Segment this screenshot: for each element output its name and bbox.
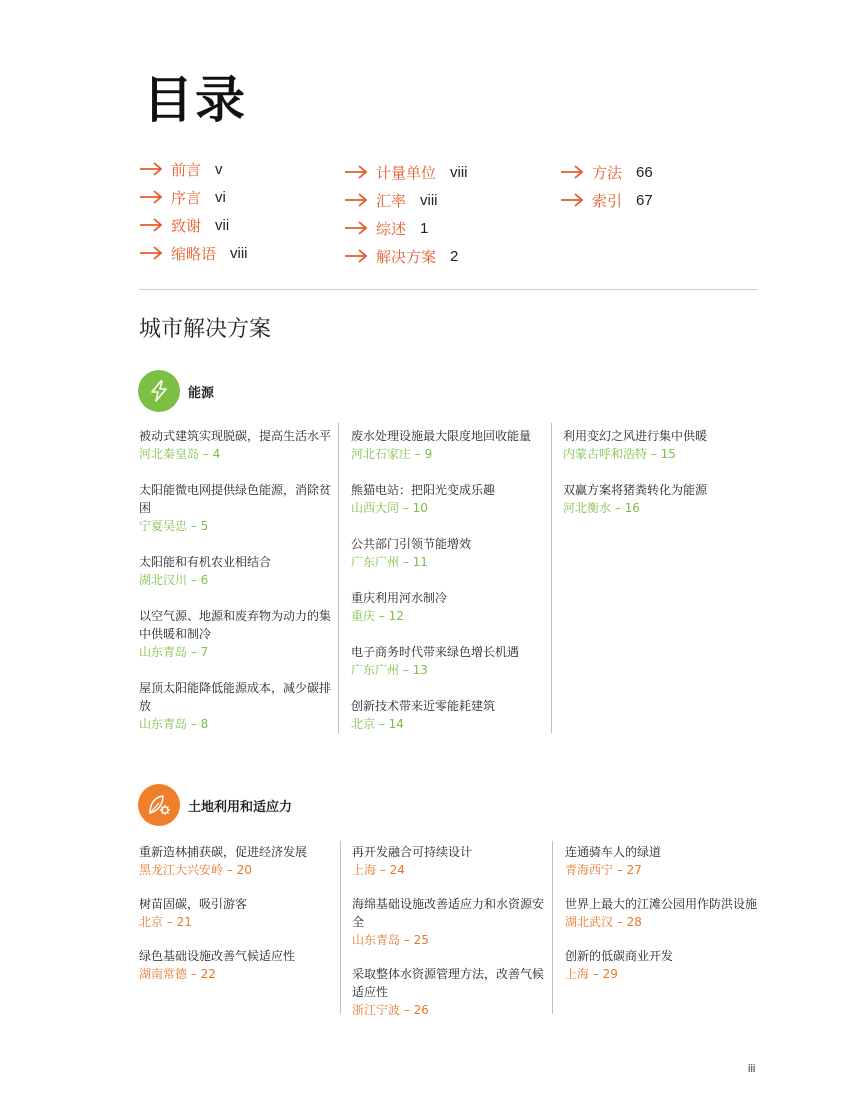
category-title: 土地利用和适应力 bbox=[188, 799, 293, 815]
page-title: 目录 bbox=[143, 71, 247, 129]
solution-title: 连通骑车人的绿道 bbox=[565, 845, 662, 859]
solution-title: 重庆利用河水制冷 bbox=[351, 591, 448, 605]
toc-page-number: 1 bbox=[420, 219, 429, 237]
arrow-right-icon bbox=[560, 165, 584, 179]
solution-title: 采取整体水资源管理方法，改善气候适应性 bbox=[352, 967, 545, 999]
leaf-gear-icon bbox=[138, 784, 180, 826]
toc-page-number: 66 bbox=[636, 163, 653, 181]
solution-title: 熊猫电站：把阳光变成乐趣 bbox=[351, 483, 496, 497]
arrow-right-icon bbox=[344, 249, 368, 263]
solution-location: 湖北汉川 – 6 bbox=[139, 573, 209, 587]
solution-entry[interactable] bbox=[563, 427, 758, 463]
toc-item[interactable] bbox=[139, 183, 248, 211]
solution-title: 电子商务时代带来绿色增长机遇 bbox=[351, 645, 520, 659]
divider bbox=[139, 289, 758, 290]
solution-title: 树苗固碳，吸引游客 bbox=[139, 897, 248, 911]
solution-title: 绿色基础设施改善气候适应性 bbox=[139, 949, 296, 963]
solution-entry[interactable] bbox=[352, 895, 547, 949]
toc-item[interactable] bbox=[139, 239, 248, 267]
land-use-column-1 bbox=[139, 843, 334, 983]
solution-entry[interactable] bbox=[565, 843, 760, 879]
solution-entry[interactable] bbox=[139, 947, 334, 983]
toc-label: 致谢 bbox=[171, 216, 202, 235]
toc-column-1 bbox=[139, 155, 248, 267]
solution-location: 河北秦皇岛 – 4 bbox=[139, 447, 221, 461]
solution-entry[interactable] bbox=[139, 895, 334, 931]
solution-location: 湖北武汉 – 28 bbox=[565, 915, 642, 929]
solution-entry[interactable] bbox=[139, 553, 334, 589]
arrow-right-icon bbox=[344, 193, 368, 207]
toc-item[interactable] bbox=[344, 186, 468, 214]
solution-entry[interactable] bbox=[352, 843, 547, 879]
solution-title: 公共部门引领节能增效 bbox=[351, 537, 472, 551]
energy-column-2 bbox=[351, 427, 546, 733]
solution-entry[interactable] bbox=[565, 947, 760, 983]
toc-label: 计量单位 bbox=[376, 163, 437, 182]
solution-entry[interactable] bbox=[139, 427, 334, 463]
toc-label: 序言 bbox=[171, 188, 202, 207]
solution-location: 上海 – 29 bbox=[565, 967, 618, 981]
toc-label: 解决方案 bbox=[376, 247, 437, 266]
category-header-energy bbox=[138, 370, 214, 412]
solution-entry[interactable] bbox=[139, 843, 334, 879]
solution-title: 太阳能和有机农业相结合 bbox=[139, 555, 272, 569]
arrow-right-icon bbox=[560, 193, 584, 207]
solution-entry[interactable] bbox=[563, 481, 758, 517]
solution-title: 创新的低碳商业开发 bbox=[565, 949, 674, 963]
toc-label: 汇率 bbox=[376, 191, 407, 210]
toc-label: 综述 bbox=[376, 219, 407, 238]
solution-title: 利用变幻之风进行集中供暖 bbox=[563, 429, 708, 443]
arrow-right-icon bbox=[139, 246, 163, 260]
solution-location: 内蒙古呼和浩特 – 15 bbox=[563, 447, 676, 461]
solution-entry[interactable] bbox=[139, 607, 334, 661]
toc-page-number: v bbox=[215, 160, 223, 178]
solution-location: 广东广州 – 11 bbox=[351, 555, 428, 569]
solution-location: 北京 – 14 bbox=[351, 717, 404, 731]
solution-entry[interactable] bbox=[352, 965, 547, 1019]
solution-title: 废水处理设施最大限度地回收能量 bbox=[351, 429, 532, 443]
toc-item[interactable] bbox=[344, 214, 468, 242]
solution-entry[interactable] bbox=[351, 643, 546, 679]
toc-item[interactable] bbox=[560, 158, 653, 186]
solution-location: 青海西宁 – 27 bbox=[565, 863, 642, 877]
solution-entry[interactable] bbox=[351, 697, 546, 733]
toc-page-number: vii bbox=[215, 216, 230, 234]
solution-entry[interactable] bbox=[351, 427, 546, 463]
column-divider bbox=[551, 423, 552, 733]
solution-title: 以空气源、地源和废弃物为动力的集中供暖和制冷 bbox=[139, 609, 332, 641]
toc-column-2 bbox=[344, 158, 468, 270]
toc-item[interactable] bbox=[344, 158, 468, 186]
solution-location: 河北衡水 – 16 bbox=[563, 501, 640, 515]
toc-item[interactable] bbox=[139, 211, 248, 239]
arrow-right-icon bbox=[139, 218, 163, 232]
solution-title: 太阳能微电网提供绿色能源，消除贫困 bbox=[139, 483, 332, 515]
toc-label: 索引 bbox=[592, 191, 623, 210]
arrow-right-icon bbox=[344, 221, 368, 235]
arrow-right-icon bbox=[139, 190, 163, 204]
solution-entry[interactable] bbox=[139, 481, 334, 535]
land-use-column-2 bbox=[352, 843, 547, 1019]
toc-page-number: vi bbox=[215, 188, 226, 206]
toc-label: 缩略语 bbox=[171, 244, 217, 263]
arrow-right-icon bbox=[139, 162, 163, 176]
solution-location: 北京 – 21 bbox=[139, 915, 192, 929]
toc-label: 前言 bbox=[171, 160, 202, 179]
solution-location: 黑龙江大兴安岭 – 20 bbox=[139, 863, 252, 877]
solution-entry[interactable] bbox=[565, 895, 760, 931]
solution-location: 山东青岛 – 8 bbox=[139, 717, 209, 731]
solution-title: 海绵基础设施改善适应力和水资源安全 bbox=[352, 897, 545, 929]
toc-page-number: viii bbox=[230, 244, 248, 262]
solution-entry[interactable] bbox=[351, 589, 546, 625]
solution-location: 湖南常德 – 22 bbox=[139, 967, 216, 981]
toc-column-3 bbox=[560, 158, 653, 214]
solution-location: 浙江宁波 – 26 bbox=[352, 1003, 429, 1017]
solution-location: 广东广州 – 13 bbox=[351, 663, 428, 677]
toc-label: 方法 bbox=[592, 163, 623, 182]
page-number: iii bbox=[748, 1063, 756, 1075]
solution-title: 双赢方案将猪粪转化为能源 bbox=[563, 483, 708, 497]
solution-title: 世界上最大的江滩公园用作防洪设施 bbox=[565, 897, 758, 911]
solution-title: 重新造林捕获碳，促进经济发展 bbox=[139, 845, 308, 859]
toc-page-number: viii bbox=[420, 191, 438, 209]
solution-location: 宁夏吴忠 – 5 bbox=[139, 519, 209, 533]
category-title: 能源 bbox=[188, 385, 215, 401]
toc-item[interactable] bbox=[344, 242, 468, 270]
column-divider bbox=[338, 423, 339, 733]
solution-entry[interactable] bbox=[351, 535, 546, 571]
column-divider bbox=[552, 841, 553, 1014]
toc-page-number: 67 bbox=[636, 191, 653, 209]
toc-item[interactable] bbox=[139, 155, 248, 183]
solution-title: 创新技术带来近零能耗建筑 bbox=[351, 699, 496, 713]
arrow-right-icon bbox=[344, 165, 368, 179]
solution-location: 山西大同 – 10 bbox=[351, 501, 428, 515]
solution-location: 上海 – 24 bbox=[352, 863, 405, 877]
energy-column-1 bbox=[139, 427, 334, 733]
solution-title: 屋顶太阳能降低能源成本，减少碳排放 bbox=[139, 681, 332, 713]
land-use-column-3 bbox=[565, 843, 760, 983]
solution-title: 被动式建筑实现脱碳，提高生活水平 bbox=[139, 429, 332, 443]
toc-page-number: viii bbox=[450, 163, 468, 181]
solution-location: 重庆 – 12 bbox=[351, 609, 404, 623]
category-header-land-use bbox=[138, 784, 292, 826]
solution-location: 山东青岛 – 25 bbox=[352, 933, 429, 947]
toc-item[interactable] bbox=[560, 186, 653, 214]
solution-entry[interactable] bbox=[351, 481, 546, 517]
energy-column-3 bbox=[563, 427, 758, 517]
solution-title: 再开发融合可持续设计 bbox=[352, 845, 473, 859]
section-title: 城市解决方案 bbox=[139, 317, 272, 342]
toc-page-number: 2 bbox=[450, 247, 459, 265]
solution-location: 河北石家庄 – 9 bbox=[351, 447, 433, 461]
lightning-icon bbox=[138, 370, 180, 412]
column-divider bbox=[340, 841, 341, 1014]
solution-entry[interactable] bbox=[139, 679, 334, 733]
solution-location: 山东青岛 – 7 bbox=[139, 645, 209, 659]
